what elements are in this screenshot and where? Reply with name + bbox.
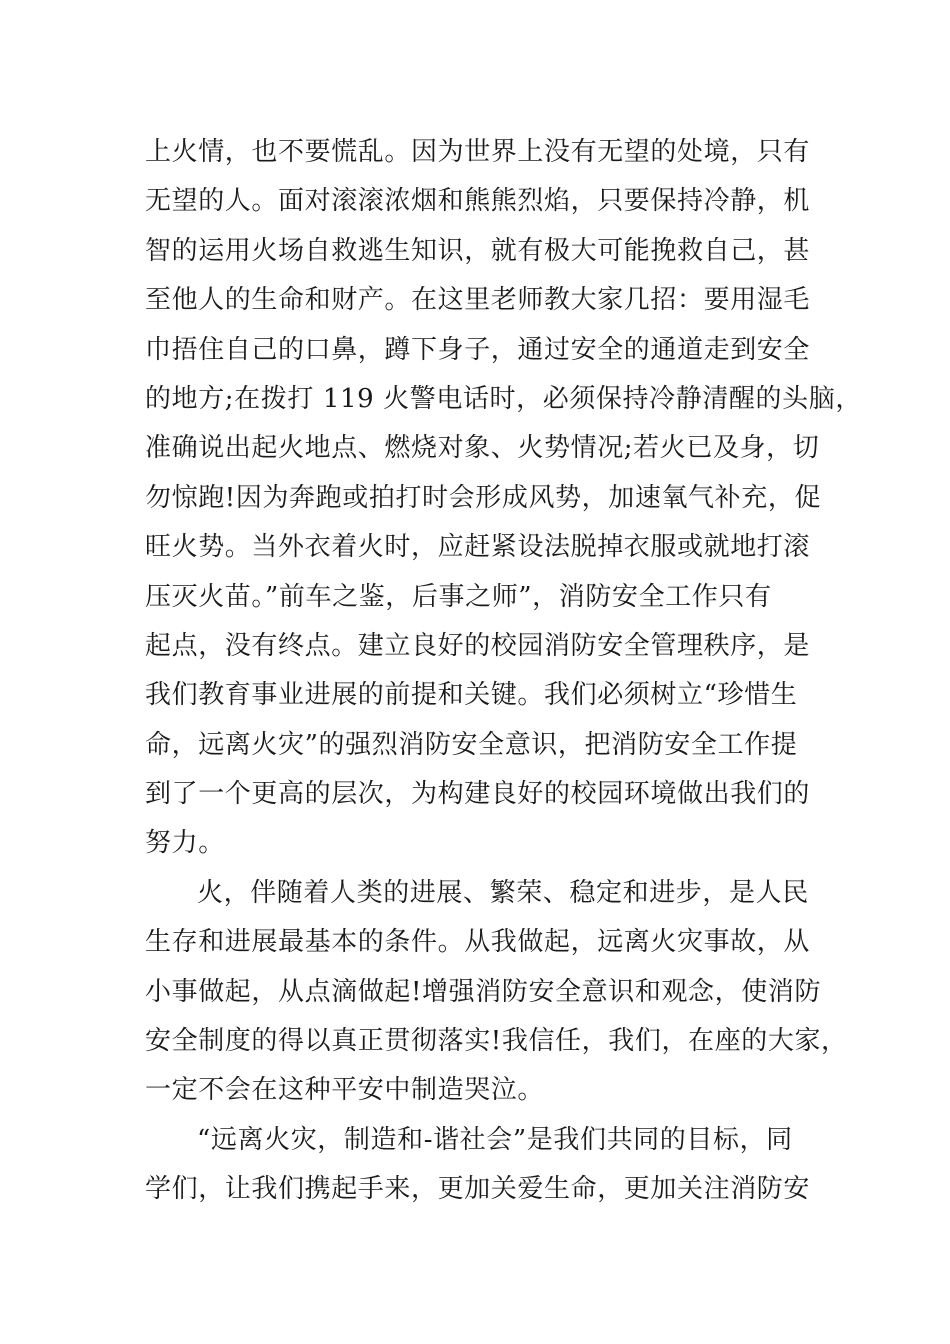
text-line: 安全制度的得以真正贯彻落实!我信任，我们，在座的大家，: [145, 1026, 848, 1057]
body-text: [145, 128, 862, 1215]
text-line: 至他人的生命和财产。在这里老师教大家几招：要用湿毛: [145, 285, 811, 316]
text-line: 努力。: [145, 828, 225, 859]
text-line: 我们教育事业进展的前提和关键。我们必须树立“珍惜生: [145, 680, 798, 711]
text-line: 的地方;在拨打 119 火警电话时，必须保持冷静清醒的头脑，: [145, 383, 862, 414]
text-line: 命，远离火灾”的强烈消防安全意识，把消防安全工作提: [145, 729, 798, 760]
text-line: 生存和进展最基本的条件。从我做起，远离火灾事故，从: [145, 927, 811, 958]
text-line: 学们，让我们携起手来，更加关爱生命，更加关注消防安: [145, 1174, 811, 1205]
paragraph-start-line: “远离火灾，制造和-谐社会”是我们共同的目标，同: [197, 1124, 793, 1155]
text-line: 起点，没有终点。建立良好的校园消防安全管理秩序，是: [145, 630, 811, 661]
text-line: 无望的人。面对滚滚浓烟和熊熊烈焰，只要保持冷静，机: [145, 186, 811, 217]
text-line: 压灭火苗。”前车之鉴，后事之师”，消防安全工作只有: [145, 581, 772, 612]
text-line: 旺火势。当外衣着火时，应赶紧设法脱掉衣服或就地打滚: [145, 532, 811, 563]
paragraph-start-line: 火，伴随着人类的进展、繁荣、稳定和进步，是人民: [197, 877, 809, 908]
text-line: 智的运用火场自救逃生知识，就有极大可能挽救自己，甚: [145, 235, 811, 266]
text-line: 巾捂住自己的口鼻，蹲下身子，通过安全的通道走到安全: [145, 334, 811, 365]
text-line: 准确说出起火地点、燃烧对象、火势情况;若火已及身，切: [145, 433, 820, 464]
text-line: 小事做起，从点滴做起!增强消防安全意识和观念，使消防: [145, 976, 822, 1007]
text-line: 一定不会在这种平安中制造哭泣。: [145, 1075, 545, 1106]
text-line: 勿惊跑!因为奔跑或拍打时会形成风势，加速氧气补充，促: [145, 482, 822, 513]
text-line: 到了一个更高的层次，为构建良好的校园环境做出我们的: [145, 779, 811, 810]
text-line: 上火情，也不要慌乱。因为世界上没有无望的处境，只有: [145, 137, 811, 167]
